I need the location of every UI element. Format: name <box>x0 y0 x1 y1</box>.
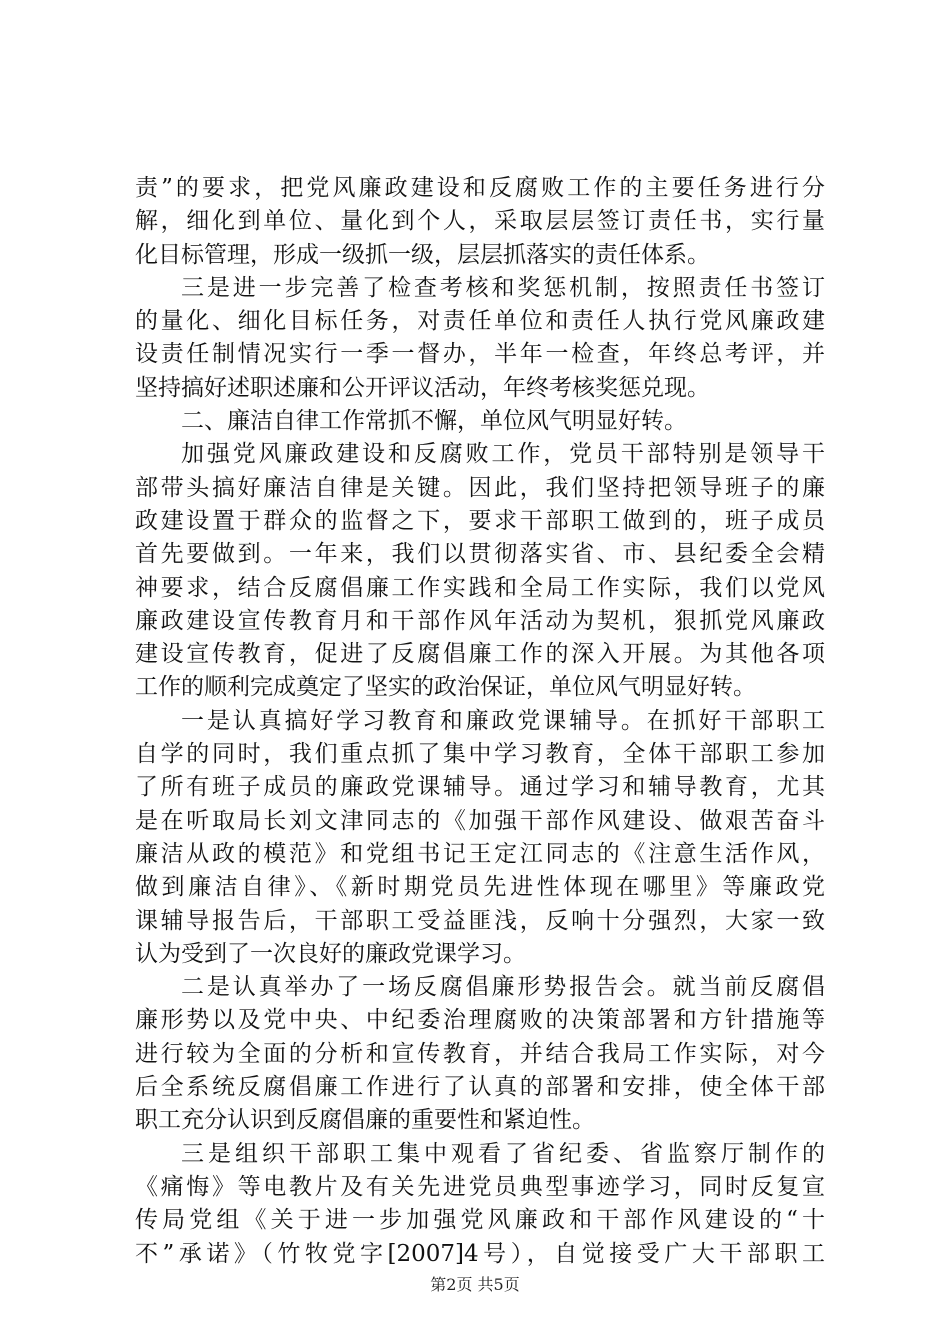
text-line: 工作的顺利完成奠定了坚实的政治保证，单位风气明显好转。 <box>135 674 756 701</box>
text-line: 加强党风廉政建设和反腐败工作，党员干部特别是领导干 <box>181 441 825 468</box>
text-line: 化目标管理，形成一级抓一级，层层抓落实的责任体系。 <box>135 241 710 268</box>
text-line: 设责任制情况实行一季一督办，半年一检查，年终总考评，并 <box>135 341 825 368</box>
text-line: 建设宣传教育，促进了反腐倡廉工作的深入开展。为其他各项 <box>135 641 825 668</box>
text-line: 是在听取局长刘文津同志的《加强干部作风建设、做艰苦奋斗 <box>135 807 825 834</box>
text-line: 政建设置于群众的监督之下，要求干部职工做到的，班子成员 <box>135 507 825 534</box>
text-line: 廉政建设宣传教育月和干部作风年活动为契机，狠抓党风廉政 <box>135 607 825 634</box>
text-line: 的量化、细化目标任务，对责任单位和责任人执行党风廉政建 <box>135 308 825 335</box>
text-line: 廉形势以及党中央、中纪委治理腐败的决策部署和方针措施等 <box>135 1007 825 1034</box>
text-line: 职工充分认识到反腐倡廉的重要性和紧迫性。 <box>135 1107 595 1134</box>
text-line: 二、廉洁自律工作常抓不懈，单位风气明显好转。 <box>181 408 687 435</box>
text-line: 首先要做到。一年来，我们以贯彻落实省、市、县纪委全会精 <box>135 541 825 568</box>
text-line: 廉洁从政的模范》和党组书记王定江同志的《注意生活作风， <box>135 840 825 867</box>
text-line: 了所有班子成员的廉政党课辅导。通过学习和辅导教育，尤其 <box>135 774 825 801</box>
page-footer: 第2页 共5页 <box>430 1275 520 1294</box>
text-line: 三是组织干部职工集中观看了省纪委、省监察厅制作的 <box>181 1140 825 1167</box>
text-line: 认为受到了一次良好的廉政党课学习。 <box>135 940 526 967</box>
text-line: 进行较为全面的分析和宣传教育，并结合我局工作实际，对今 <box>135 1040 825 1067</box>
text-line: 三是进一步完善了检查考核和奖惩机制，按照责任书签订 <box>181 274 825 301</box>
text-line: 神要求，结合反腐倡廉工作实践和全局工作实际，我们以党风 <box>135 574 825 601</box>
text-line: 不”承诺》（竹牧党字[2007]4号），自觉接受广大干部职工 <box>135 1240 825 1267</box>
text-line: 责”的要求，把党风廉政建设和反腐败工作的主要任务进行分 <box>135 175 825 201</box>
text-line: 二是认真举办了一场反腐倡廉形势报告会。就当前反腐倡 <box>181 974 825 1001</box>
text-line: 一是认真搞好学习教育和廉政党课辅导。在抓好干部职工 <box>181 707 825 734</box>
text-line: 传局党组《关于进一步加强党风廉政和干部作风建设的“十 <box>135 1207 825 1234</box>
text-line: 坚持搞好述职述廉和公开评议活动，年终考核奖惩兑现。 <box>135 374 710 401</box>
text-line: 部带头搞好廉洁自律是关键。因此，我们坚持把领导班子的廉 <box>135 474 825 501</box>
text-line: 后全系统反腐倡廉工作进行了认真的部署和安排，使全体干部 <box>135 1074 825 1101</box>
text-line: 自学的同时，我们重点抓了集中学习教育，全体干部职工参加 <box>135 741 825 768</box>
text-line: 做到廉洁自律》、《新时期党员先进性体现在哪里》等廉政党 <box>135 874 825 901</box>
text-line: 解，细化到单位、量化到个人，采取层层签订责任书，实行量 <box>135 208 825 235</box>
document-body <box>135 172 825 1271</box>
text-line: 课辅导报告后，干部职工受益匪浅，反响十分强烈，大家一致 <box>135 907 825 934</box>
text-line: 《痛悔》等电教片及有关先进党员典型事迹学习，同时反复宣 <box>135 1173 825 1200</box>
